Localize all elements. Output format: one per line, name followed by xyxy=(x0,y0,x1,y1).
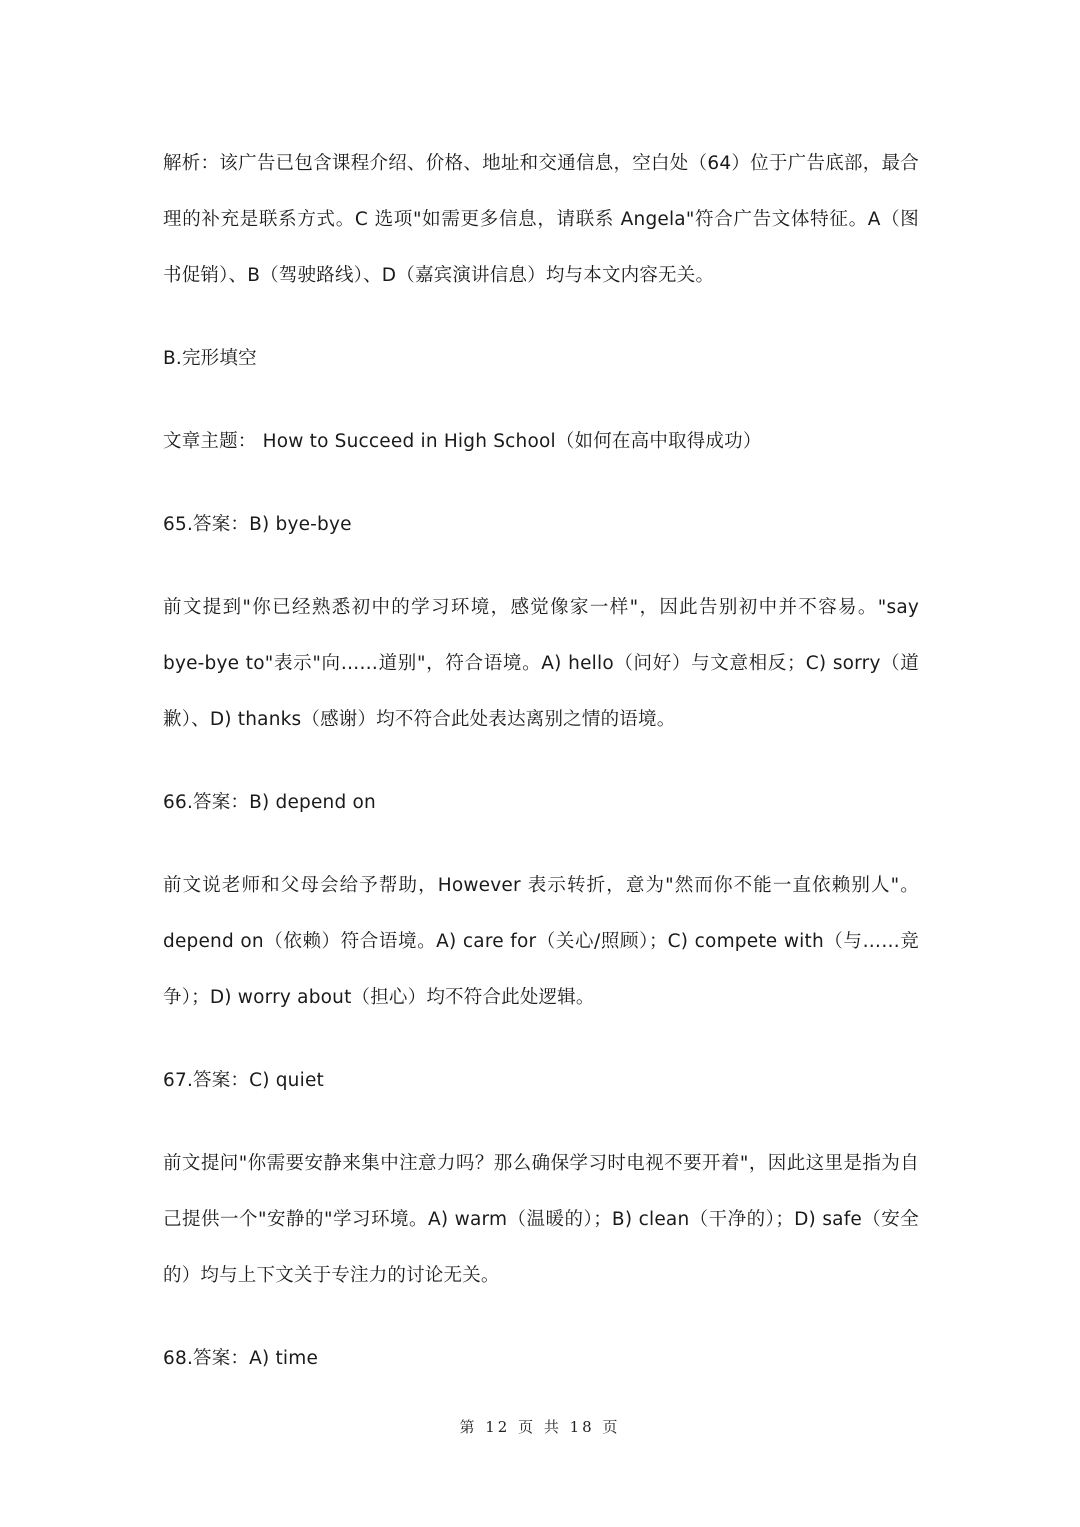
answer-66: 66.答案：B) depend on xyxy=(163,792,376,813)
article-topic: 文章主题： How to Succeed in High School（如何在高中取得成功） xyxy=(163,431,762,452)
explanation-65: 前文提到"你已经熟悉初中的学习环境，感觉像家一样"，因此告别初中并不容易。"say bye-bye to"表示"向……道别"，符合语境。A) hello（问好）与文意相反；C) sorry（道歉）、D) thanks（感谢）均不符合此处表达离别之情的语境。 xyxy=(163,597,919,730)
analysis-paragraph-64: 解析：该广告已包含课程介绍、价格、地址和交通信息，空白处（64）位于广告底部，最合理的补充是联系方式。C 选项"如需更多信息，请联系 Angela"符合广告文体特征。A（图书促销）、B（驾驶路线）、D（嘉宾演讲信息）均与本文内容无关。 xyxy=(163,153,919,286)
answer-68: 68.答案：A) time xyxy=(163,1348,319,1369)
document-body xyxy=(163,136,919,1387)
explanation-67: 前文提问"你需要安静来集中注意力吗？那么确保学习时电视不要开着"，因此这里是指为自己提供一个"安静的"学习环境。A) warm（温暖的）；B) clean（干净的）；D) safe（安全的）均与上下文关于专注力的讨论无关。 xyxy=(163,1153,919,1286)
explanation-66: 前文说老师和父母会给予帮助，However 表示转折，意为"然而你不能一直依赖别人"。depend on（依赖）符合语境。A) care for（关心/照顾）；C) compete with（与……竞争）；D) worry about（担心）均不符合此处逻辑。 xyxy=(163,875,919,1008)
page-number-footer: 第 12 页 共 18 页 xyxy=(459,1418,621,1436)
answer-67: 67.答案：C) quiet xyxy=(163,1070,324,1091)
answer-65: 65.答案：B) bye-bye xyxy=(163,514,352,535)
section-heading-cloze: B.完形填空 xyxy=(163,348,257,369)
